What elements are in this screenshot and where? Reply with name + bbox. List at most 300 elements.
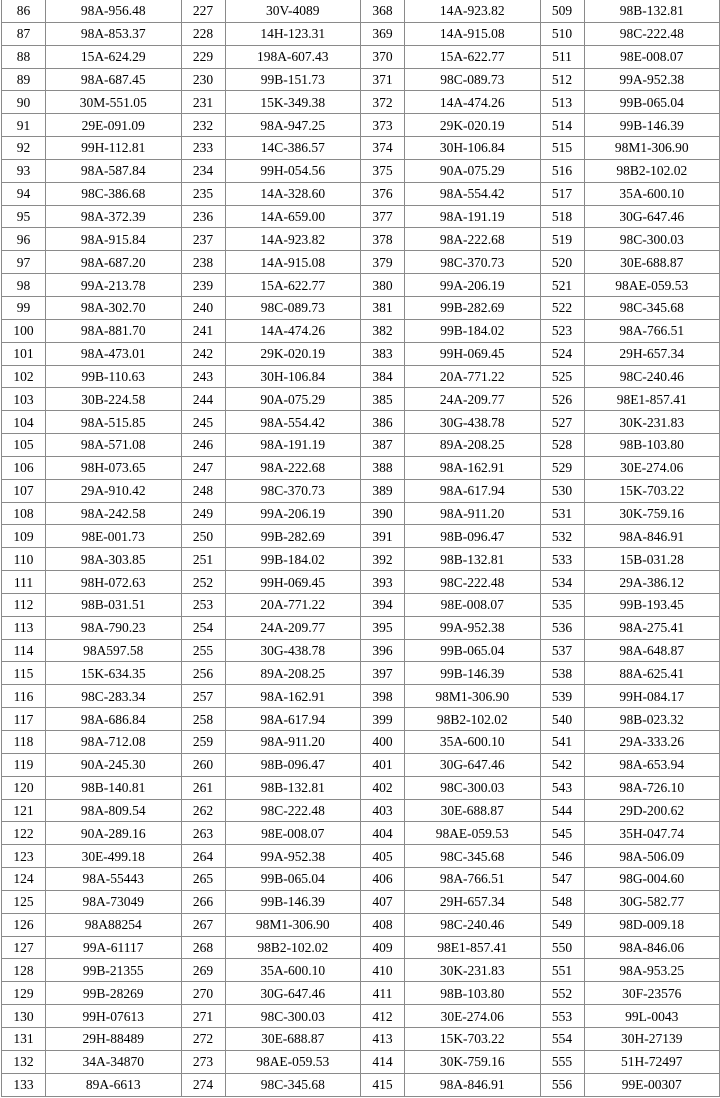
plate-number-cell: 98A-55443: [46, 868, 182, 891]
plate-number-cell: 30K-231.83: [405, 959, 541, 982]
row-number-cell: 253: [181, 593, 225, 616]
table-row: [2, 982, 720, 1005]
row-number-cell: 382: [361, 319, 405, 342]
plate-number-cell: 98A-554.42: [405, 182, 541, 205]
plate-number-cell: 98B-031.51: [46, 593, 182, 616]
table-row: [2, 365, 720, 388]
plate-number-cell: 98C-222.48: [225, 799, 361, 822]
plate-number-cell: 98A-162.91: [405, 456, 541, 479]
plate-number-cell: 98AE-059.53: [584, 274, 720, 297]
plate-number-cell: 98A-191.19: [405, 205, 541, 228]
plate-number-cell: 99B-065.04: [225, 868, 361, 891]
row-number-cell: 110: [2, 548, 46, 571]
row-number-cell: 535: [540, 593, 584, 616]
row-number-cell: 524: [540, 342, 584, 365]
plate-number-cell: 15K-703.22: [405, 1027, 541, 1050]
plate-number-cell: 20A-771.22: [405, 365, 541, 388]
table-row: [2, 45, 720, 68]
row-number-cell: 106: [2, 456, 46, 479]
row-number-cell: 229: [181, 45, 225, 68]
plate-number-cell: 15A-622.77: [405, 45, 541, 68]
plate-number-cell: 98AE-059.53: [225, 1050, 361, 1073]
plate-number-cell: 98A-242.58: [46, 502, 182, 525]
row-number-cell: 250: [181, 525, 225, 548]
plate-number-cell: 30F-23576: [584, 982, 720, 1005]
row-number-cell: 266: [181, 890, 225, 913]
plate-number-cell: 98A-587.84: [46, 159, 182, 182]
plate-number-cell: 15K-349.38: [225, 91, 361, 114]
plate-number-cell: 98C-370.73: [225, 479, 361, 502]
plate-number-cell: 99B-146.39: [225, 890, 361, 913]
plate-number-cell: 98B-096.47: [405, 525, 541, 548]
row-number-cell: 415: [361, 1073, 405, 1096]
plate-number-cell: 99A-61117: [46, 936, 182, 959]
plate-number-cell: 29H-657.34: [405, 890, 541, 913]
row-number-cell: 128: [2, 959, 46, 982]
table-row: [2, 411, 720, 434]
plate-number-cell: 99A-952.38: [584, 68, 720, 91]
row-number-cell: 552: [540, 982, 584, 1005]
row-number-cell: 252: [181, 571, 225, 594]
table-row: [2, 685, 720, 708]
plate-number-cell: 98E1-857.41: [405, 936, 541, 959]
row-number-cell: 527: [540, 411, 584, 434]
row-number-cell: 371: [361, 68, 405, 91]
plate-number-cell: 98C-240.46: [405, 913, 541, 936]
row-number-cell: 228: [181, 22, 225, 45]
row-number-cell: 122: [2, 822, 46, 845]
row-number-cell: 105: [2, 434, 46, 457]
row-number-cell: 401: [361, 753, 405, 776]
row-number-cell: 523: [540, 319, 584, 342]
table-row: [2, 639, 720, 662]
table-row: [2, 319, 720, 342]
row-number-cell: 263: [181, 822, 225, 845]
table-row: [2, 548, 720, 571]
plate-number-cell: 99B-110.63: [46, 365, 182, 388]
row-number-cell: 237: [181, 228, 225, 251]
plate-number-cell: 98A-571.08: [46, 434, 182, 457]
table-row: [2, 525, 720, 548]
plate-number-cell: 98A-617.94: [225, 708, 361, 731]
row-number-cell: 397: [361, 662, 405, 685]
plate-number-cell: 98C-240.46: [584, 365, 720, 388]
row-number-cell: 94: [2, 182, 46, 205]
row-number-cell: 254: [181, 616, 225, 639]
row-number-cell: 377: [361, 205, 405, 228]
plate-number-cell: 35H-047.74: [584, 822, 720, 845]
table-row: [2, 1050, 720, 1073]
row-number-cell: 388: [361, 456, 405, 479]
plate-number-cell: 98C-300.03: [225, 1005, 361, 1028]
plate-number-cell: 98G-004.60: [584, 868, 720, 891]
row-number-cell: 510: [540, 22, 584, 45]
plate-number-cell: 98A-915.84: [46, 228, 182, 251]
plate-number-cell: 98A-275.41: [584, 616, 720, 639]
row-number-cell: 231: [181, 91, 225, 114]
plate-number-cell: 99H-07613: [46, 1005, 182, 1028]
plate-number-cell: 98B2-102.02: [225, 936, 361, 959]
row-number-cell: 400: [361, 731, 405, 754]
plate-number-cell: 98A-846.91: [405, 1073, 541, 1096]
row-number-cell: 96: [2, 228, 46, 251]
row-number-cell: 404: [361, 822, 405, 845]
plate-number-cell: 98A-506.09: [584, 845, 720, 868]
row-number-cell: 514: [540, 114, 584, 137]
row-number-cell: 91: [2, 114, 46, 137]
plate-number-cell: 30G-647.46: [584, 205, 720, 228]
row-number-cell: 553: [540, 1005, 584, 1028]
row-number-cell: 270: [181, 982, 225, 1005]
plate-number-cell: 30E-688.87: [584, 251, 720, 274]
table-row: [2, 708, 720, 731]
plate-number-cell: 98A-303.85: [46, 548, 182, 571]
plate-number-cell: 14A-923.82: [405, 0, 541, 22]
plate-number-cell: 98C-222.48: [405, 571, 541, 594]
row-number-cell: 550: [540, 936, 584, 959]
plate-number-cell: 99A-952.38: [225, 845, 361, 868]
plate-number-cell: 98A-617.94: [405, 479, 541, 502]
row-number-cell: 403: [361, 799, 405, 822]
table-row: [2, 0, 720, 22]
plate-number-cell: 98C-345.68: [225, 1073, 361, 1096]
table-row: [2, 571, 720, 594]
plate-number-cell: 90A-075.29: [225, 388, 361, 411]
table-row: [2, 868, 720, 891]
row-number-cell: 555: [540, 1050, 584, 1073]
row-number-cell: 369: [361, 22, 405, 45]
row-number-cell: 406: [361, 868, 405, 891]
row-number-cell: 88: [2, 45, 46, 68]
row-number-cell: 372: [361, 91, 405, 114]
plate-number-cell: 98C-300.03: [405, 776, 541, 799]
row-number-cell: 267: [181, 913, 225, 936]
plate-number-cell: 98H-073.65: [46, 456, 182, 479]
row-number-cell: 256: [181, 662, 225, 685]
plate-number-cell: 15B-031.28: [584, 548, 720, 571]
row-number-cell: 522: [540, 296, 584, 319]
table-row: [2, 1005, 720, 1028]
row-number-cell: 132: [2, 1050, 46, 1073]
row-number-cell: 97: [2, 251, 46, 274]
row-number-cell: 130: [2, 1005, 46, 1028]
row-number-cell: 536: [540, 616, 584, 639]
plate-number-cell: 98A-372.39: [46, 205, 182, 228]
row-number-cell: 117: [2, 708, 46, 731]
plate-number-cell: 98A-953.25: [584, 959, 720, 982]
plate-number-cell: 99H-069.45: [225, 571, 361, 594]
table-row: [2, 91, 720, 114]
plate-number-cell: 99H-084.17: [584, 685, 720, 708]
row-number-cell: 370: [361, 45, 405, 68]
plate-number-cell: 99H-069.45: [405, 342, 541, 365]
plate-number-cell: 29E-091.09: [46, 114, 182, 137]
row-number-cell: 107: [2, 479, 46, 502]
row-number-cell: 520: [540, 251, 584, 274]
row-number-cell: 409: [361, 936, 405, 959]
row-number-cell: 530: [540, 479, 584, 502]
plate-number-cell: 30V-4089: [225, 0, 361, 22]
row-number-cell: 554: [540, 1027, 584, 1050]
plate-number-cell: 30M-551.05: [46, 91, 182, 114]
row-number-cell: 113: [2, 616, 46, 639]
plate-number-cell: 98A-911.20: [405, 502, 541, 525]
plate-number-cell: 30B-224.58: [46, 388, 182, 411]
plate-number-cell: 30G-438.78: [225, 639, 361, 662]
table-row: [2, 182, 720, 205]
row-number-cell: 551: [540, 959, 584, 982]
row-number-cell: 368: [361, 0, 405, 22]
plate-number-cell: 99B-193.45: [584, 593, 720, 616]
plate-number-cell: 99B-065.04: [405, 639, 541, 662]
row-number-cell: 101: [2, 342, 46, 365]
plate-number-cell: 98A-790.23: [46, 616, 182, 639]
plate-number-cell: 98E-001.73: [46, 525, 182, 548]
plate-number-cell: 98A-766.51: [405, 868, 541, 891]
plate-number-cell: 30G-582.77: [584, 890, 720, 913]
plate-number-cell: 98A-515.85: [46, 411, 182, 434]
plate-number-cell: 98A-473.01: [46, 342, 182, 365]
plate-number-cell: 30G-438.78: [405, 411, 541, 434]
table-row: [2, 205, 720, 228]
table-row: [2, 479, 720, 502]
row-number-cell: 375: [361, 159, 405, 182]
row-number-cell: 383: [361, 342, 405, 365]
table-row: [2, 22, 720, 45]
row-number-cell: 519: [540, 228, 584, 251]
plate-number-cell: 15K-703.22: [584, 479, 720, 502]
table-row: [2, 114, 720, 137]
plate-number-cell: 98B-132.81: [225, 776, 361, 799]
plate-number-cell: 30K-759.16: [405, 1050, 541, 1073]
row-number-cell: 269: [181, 959, 225, 982]
plate-number-cell: 14A-659.00: [225, 205, 361, 228]
row-number-cell: 386: [361, 411, 405, 434]
row-number-cell: 238: [181, 251, 225, 274]
plate-number-cell: 98B-096.47: [225, 753, 361, 776]
row-number-cell: 108: [2, 502, 46, 525]
plate-number-cell: 98B2-102.02: [584, 159, 720, 182]
row-number-cell: 389: [361, 479, 405, 502]
row-number-cell: 103: [2, 388, 46, 411]
table-row: [2, 799, 720, 822]
plate-number-cell: 98C-089.73: [405, 68, 541, 91]
row-number-cell: 115: [2, 662, 46, 685]
plate-number-cell: 98A-687.45: [46, 68, 182, 91]
plate-number-cell: 98H-072.63: [46, 571, 182, 594]
row-number-cell: 242: [181, 342, 225, 365]
row-number-cell: 543: [540, 776, 584, 799]
plate-number-cell: 99A-213.78: [46, 274, 182, 297]
plate-number-cell: 35A-600.10: [225, 959, 361, 982]
plate-number-cell: 15A-622.77: [225, 274, 361, 297]
row-number-cell: 408: [361, 913, 405, 936]
plate-number-cell: 98A-73049: [46, 890, 182, 913]
row-number-cell: 262: [181, 799, 225, 822]
table-row: [2, 228, 720, 251]
row-number-cell: 111: [2, 571, 46, 594]
plate-number-cell: 98A-686.84: [46, 708, 182, 731]
table-row: [2, 593, 720, 616]
plate-number-cell: 98E1-857.41: [584, 388, 720, 411]
row-number-cell: 539: [540, 685, 584, 708]
plate-number-cell: 30E-688.87: [225, 1027, 361, 1050]
row-number-cell: 525: [540, 365, 584, 388]
row-number-cell: 124: [2, 868, 46, 891]
plate-number-cell: 99H-112.81: [46, 137, 182, 160]
row-number-cell: 259: [181, 731, 225, 754]
plate-number-cell: 98A-653.94: [584, 753, 720, 776]
table-row: [2, 296, 720, 319]
row-number-cell: 273: [181, 1050, 225, 1073]
plate-number-cell: 98A-853.37: [46, 22, 182, 45]
plate-number-cell: 99B-065.04: [584, 91, 720, 114]
row-number-cell: 258: [181, 708, 225, 731]
plate-number-cell: 89A-6613: [46, 1073, 182, 1096]
row-number-cell: 413: [361, 1027, 405, 1050]
row-number-cell: 243: [181, 365, 225, 388]
table-row: [2, 251, 720, 274]
plate-number-cell: 98A-766.51: [584, 319, 720, 342]
row-number-cell: 516: [540, 159, 584, 182]
plate-number-cell: 98B2-102.02: [405, 708, 541, 731]
row-number-cell: 392: [361, 548, 405, 571]
plate-number-cell: 90A-075.29: [405, 159, 541, 182]
row-number-cell: 127: [2, 936, 46, 959]
plate-number-cell: 30E-274.06: [405, 1005, 541, 1028]
row-number-cell: 534: [540, 571, 584, 594]
row-number-cell: 412: [361, 1005, 405, 1028]
row-number-cell: 414: [361, 1050, 405, 1073]
plate-number-cell: 89A-208.25: [225, 662, 361, 685]
plate-number-cell: 98C-345.68: [405, 845, 541, 868]
plate-number-cell: 98A-947.25: [225, 114, 361, 137]
row-number-cell: 234: [181, 159, 225, 182]
table-row: [2, 753, 720, 776]
plate-number-cell: 35A-600.10: [405, 731, 541, 754]
plate-number-cell: 98B-132.81: [405, 548, 541, 571]
plate-number-cell: 30H-106.84: [225, 365, 361, 388]
plate-number-cell: 98A-162.91: [225, 685, 361, 708]
row-number-cell: 261: [181, 776, 225, 799]
row-number-cell: 255: [181, 639, 225, 662]
row-number-cell: 528: [540, 434, 584, 457]
plate-number-cell: 98C-089.73: [225, 296, 361, 319]
row-number-cell: 540: [540, 708, 584, 731]
row-number-cell: 244: [181, 388, 225, 411]
row-number-cell: 90: [2, 91, 46, 114]
plate-number-cell: 98B-023.32: [584, 708, 720, 731]
row-number-cell: 405: [361, 845, 405, 868]
row-number-cell: 89: [2, 68, 46, 91]
row-number-cell: 548: [540, 890, 584, 913]
row-number-cell: 379: [361, 251, 405, 274]
plate-number-cell: 89A-208.25: [405, 434, 541, 457]
row-number-cell: 87: [2, 22, 46, 45]
plate-number-cell: 34A-34870: [46, 1050, 182, 1073]
plate-number-cell: 15A-624.29: [46, 45, 182, 68]
row-number-cell: 102: [2, 365, 46, 388]
plate-number-cell: 99B-282.69: [225, 525, 361, 548]
plate-number-cell: 98E-008.07: [225, 822, 361, 845]
row-number-cell: 521: [540, 274, 584, 297]
table-row: [2, 434, 720, 457]
plate-number-cell: 98A-554.42: [225, 411, 361, 434]
plate-number-cell: 29A-910.42: [46, 479, 182, 502]
row-number-cell: 118: [2, 731, 46, 754]
plate-number-cell: 98M1-306.90: [405, 685, 541, 708]
table-row: [2, 822, 720, 845]
row-number-cell: 537: [540, 639, 584, 662]
table-row: [2, 342, 720, 365]
plate-number-cell: 98A-302.70: [46, 296, 182, 319]
row-number-cell: 114: [2, 639, 46, 662]
row-number-cell: 391: [361, 525, 405, 548]
row-number-cell: 410: [361, 959, 405, 982]
plate-number-cell: 98A-956.48: [46, 0, 182, 22]
plate-number-cell: 24A-209.77: [405, 388, 541, 411]
row-number-cell: 513: [540, 91, 584, 114]
table-row: [2, 502, 720, 525]
row-number-cell: 517: [540, 182, 584, 205]
row-number-cell: 393: [361, 571, 405, 594]
table-row: [2, 731, 720, 754]
table-row: [2, 890, 720, 913]
row-number-cell: 109: [2, 525, 46, 548]
table-row: [2, 845, 720, 868]
plate-number-cell: 98C-386.68: [46, 182, 182, 205]
plate-number-cell: 14A-328.60: [225, 182, 361, 205]
plate-number-cell: 14A-915.08: [225, 251, 361, 274]
plate-number-cell: 14A-474.26: [405, 91, 541, 114]
table-row: [2, 776, 720, 799]
row-number-cell: 235: [181, 182, 225, 205]
row-number-cell: 98: [2, 274, 46, 297]
row-number-cell: 236: [181, 205, 225, 228]
row-number-cell: 395: [361, 616, 405, 639]
row-number-cell: 399: [361, 708, 405, 731]
plate-number-cell: 29H-657.34: [584, 342, 720, 365]
row-number-cell: 376: [361, 182, 405, 205]
plate-number-cell: 98B-103.80: [584, 434, 720, 457]
plate-number-cell: 30E-688.87: [405, 799, 541, 822]
plate-number-cell: 29A-333.26: [584, 731, 720, 754]
plate-number-cell: 30H-106.84: [405, 137, 541, 160]
row-number-cell: 529: [540, 456, 584, 479]
plate-number-cell: 14A-474.26: [225, 319, 361, 342]
plate-number-cell: 90A-245.30: [46, 753, 182, 776]
row-number-cell: 260: [181, 753, 225, 776]
table-row: [2, 159, 720, 182]
row-number-cell: 257: [181, 685, 225, 708]
plate-number-cell: 98A-222.68: [405, 228, 541, 251]
plate-number-cell: 198A-607.43: [225, 45, 361, 68]
plate-number-cell: 99B-184.02: [405, 319, 541, 342]
plate-number-cell: 29D-200.62: [584, 799, 720, 822]
plate-number-cell: 98A-881.70: [46, 319, 182, 342]
row-number-cell: 121: [2, 799, 46, 822]
plate-number-cell: 98A-648.87: [584, 639, 720, 662]
row-number-cell: 542: [540, 753, 584, 776]
plate-number-cell: 99L-0043: [584, 1005, 720, 1028]
plate-number-cell: 99B-184.02: [225, 548, 361, 571]
row-number-cell: 119: [2, 753, 46, 776]
row-number-cell: 248: [181, 479, 225, 502]
plate-list-table: [1, 0, 720, 1097]
row-number-cell: 245: [181, 411, 225, 434]
table-row: [2, 274, 720, 297]
row-number-cell: 515: [540, 137, 584, 160]
